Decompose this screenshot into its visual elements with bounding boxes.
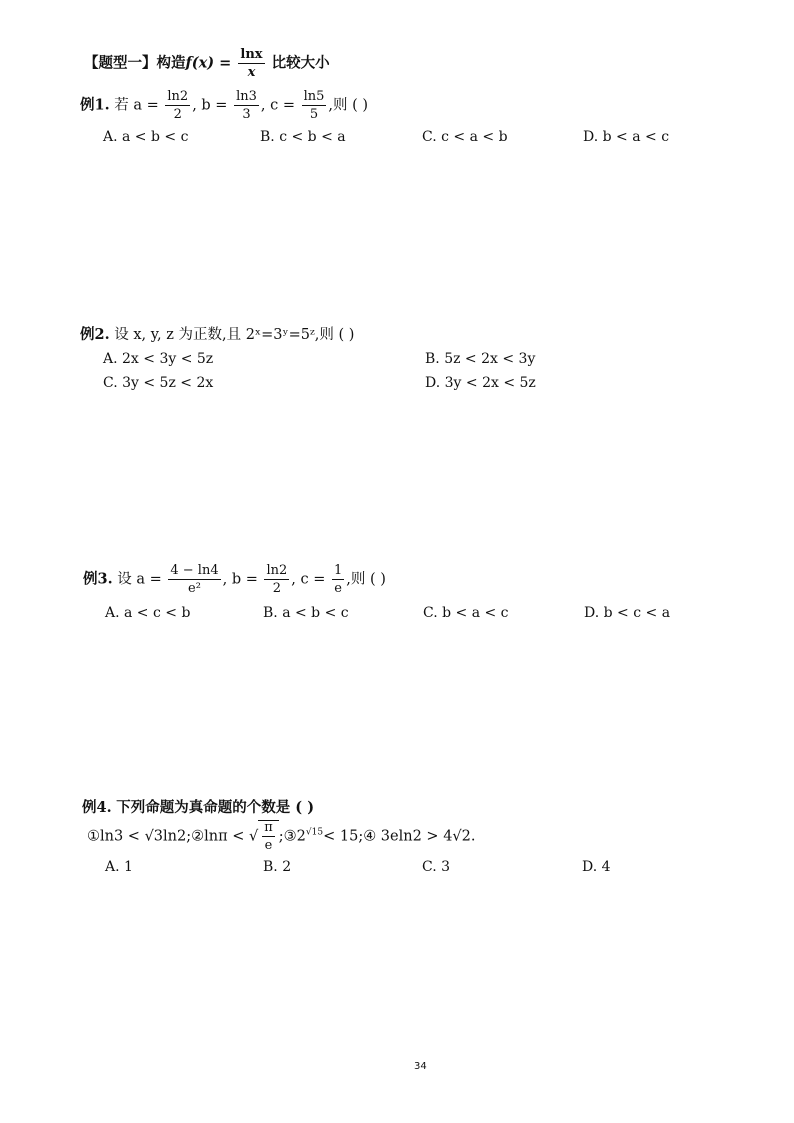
question-4 (82, 796, 314, 817)
q3-label: 例3. (83, 570, 113, 588)
q2-text: 设 x, y, z 为正数,且 2ˣ=3ʸ=5ᶻ,则 ( ) (114, 327, 355, 343)
q3-option-a[interactable]: A. a < c < b (105, 605, 191, 621)
q3-text-pre: 设 a = (117, 571, 162, 588)
q4-option-d[interactable]: D. 4 (582, 859, 611, 875)
q3-fraction-b (264, 564, 289, 595)
header-frac-num: lnx (240, 47, 263, 62)
q3-fa-num: 4 − ln4 (170, 563, 219, 578)
q1-mid1: , b = (192, 97, 228, 114)
q3-fc-den: e (334, 581, 342, 596)
q3-fraction-c (332, 564, 344, 595)
header-func: f(x) = (185, 54, 232, 72)
q4-props-a: ①ln3 < √3ln2;②lnπ < (87, 828, 245, 845)
q1-fc-den: 5 (309, 107, 319, 122)
q4-text: 下列命题为真命题的个数是 ( ) (116, 799, 315, 816)
q1-option-c[interactable]: C. c < a < b (422, 129, 508, 145)
q3-fc-num: 1 (334, 563, 343, 578)
q3-mid1: , b = (222, 571, 258, 588)
q4-props-sup: √15 (305, 827, 324, 838)
section-header (84, 48, 330, 79)
header-frac-den: x (247, 65, 256, 80)
q4-sqrt-num: π (264, 820, 273, 835)
q3-mid2: , c = (291, 571, 326, 588)
question-1 (80, 90, 368, 121)
q3-tail: ,则 ( ) (346, 571, 386, 588)
q1-option-b[interactable]: B. c < b < a (260, 129, 346, 145)
q3-fraction-a (168, 564, 220, 595)
q1-tail: ,则 ( ) (328, 97, 369, 114)
q1-fb-den: 3 (242, 107, 251, 122)
q4-props-c: < 15;④ 3eln2 > 4√2. (323, 828, 476, 845)
q1-fc-num: ln5 (303, 89, 325, 104)
q1-label: 例1. (80, 96, 110, 114)
q1-fraction-a (165, 90, 190, 121)
header-prefix: 【题型一】构造 (84, 54, 186, 72)
q4-option-c[interactable]: C. 3 (422, 859, 451, 875)
q1-fa-num: ln2 (167, 89, 189, 104)
q1-option-a[interactable]: A. a < b < c (103, 129, 189, 145)
q1-fraction-c (302, 90, 327, 121)
q4-propositions (87, 820, 476, 852)
q2-option-c[interactable]: C. 3y < 5z < 2x (103, 375, 214, 391)
q4-sqrt-den: e (264, 838, 273, 853)
q4-props-b: ;③2 (278, 828, 306, 845)
header-suffix: 比较大小 (271, 54, 330, 72)
q3-option-c[interactable]: C. b < a < c (423, 605, 509, 621)
q3-option-d[interactable]: D. b < c < a (584, 605, 671, 621)
q4-label: 例4. (82, 799, 112, 816)
q4-option-b[interactable]: B. 2 (263, 859, 292, 875)
sqrt-symbol: √ (249, 828, 259, 845)
q3-fb-den: 2 (272, 581, 282, 596)
q2-option-a[interactable]: A. 2x < 3y < 5z (103, 351, 214, 367)
q3-fa-den: e² (188, 581, 201, 596)
q1-fraction-b (234, 90, 259, 121)
q3-fb-num: ln2 (266, 563, 288, 578)
q4-sqrt (258, 820, 279, 852)
q3-option-b[interactable]: B. a < b < c (263, 605, 349, 621)
q1-fb-num: ln3 (236, 89, 257, 104)
page-number: 34 (414, 1061, 427, 1072)
question-2 (80, 323, 354, 344)
q1-option-d[interactable]: D. b < a < c (583, 129, 670, 145)
q1-text-pre: 若 a = (114, 97, 159, 114)
q4-option-a[interactable]: A. 1 (105, 859, 133, 875)
q2-option-d[interactable]: D. 3y < 2x < 5z (425, 375, 536, 391)
header-fraction (238, 48, 264, 79)
q2-option-b[interactable]: B. 5z < 2x < 3y (425, 351, 536, 367)
q4-sqrt-fraction (262, 821, 275, 852)
q2-label: 例2. (80, 326, 110, 343)
q1-fa-den: 2 (173, 107, 182, 122)
q1-mid2: , c = (260, 97, 295, 114)
question-3 (83, 564, 386, 595)
